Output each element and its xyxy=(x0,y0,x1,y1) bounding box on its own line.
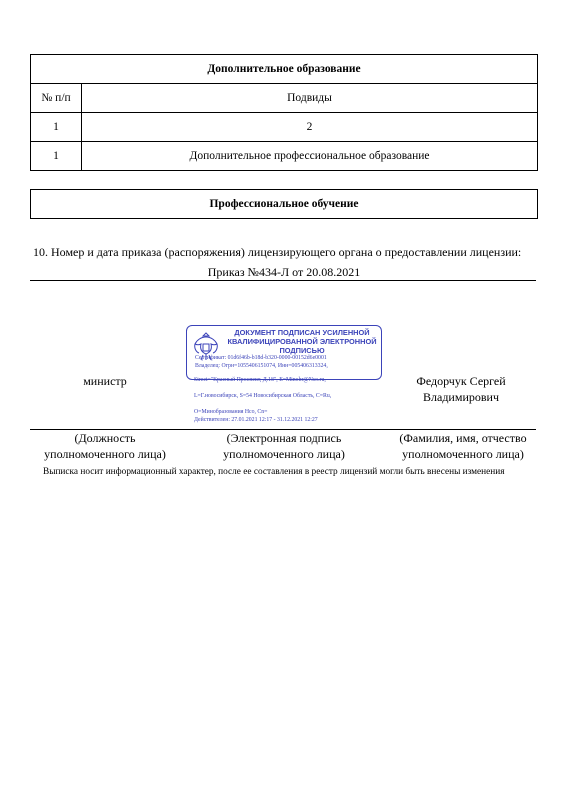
additional-education-header: Дополнительное образование xyxy=(31,55,538,84)
additional-education-table xyxy=(30,54,538,171)
signer-position: министр xyxy=(83,374,127,388)
footer-note: Выписка носит информационный характер, после ее составления в реестр лицензий могли быть внесены изменения xyxy=(43,467,505,477)
table-cell: 2 xyxy=(82,113,538,142)
stamp-street: Street="Красный Проспект, Д.18", E=Minobr@Nso.ru, xyxy=(194,377,326,383)
electronic-signature-stamp xyxy=(186,325,382,380)
label-name: (Фамилия, имя, отчество уполномоченного лица) xyxy=(399,431,527,461)
stamp-certificate: Сертификат: 01d6f46b-b18d-b320-0000-00152d6e0001 xyxy=(195,355,327,361)
table-cell: Дополнительное профессиональное образование xyxy=(82,142,538,171)
table-cell: 1 xyxy=(31,142,82,171)
stamp-org: O=Минобразования Нсо, Cn= xyxy=(194,409,268,415)
order-number: Приказ №434-Л от 20.08.2021 xyxy=(207,265,361,279)
section10-title: 10. Номер и дата приказа (распоряжения) лицензирующего органа о предоставлении лицензии: xyxy=(33,245,522,259)
table-cell: 1 xyxy=(31,113,82,142)
column-header-number: № п/п xyxy=(31,84,82,113)
signer-name: Федорчук Сергей Владимирович xyxy=(416,374,506,404)
stamp-owner: Владелец: Огрн=1055406151074, Инн=005406313324, xyxy=(195,363,328,369)
order-underline xyxy=(30,280,536,281)
professional-training-table xyxy=(30,189,538,219)
professional-training-header: Профессиональное обучение xyxy=(31,190,538,219)
label-position: (Должность уполномоченного лица) xyxy=(44,431,166,461)
stamp-locality: L=Г.новосибирск, S=54 Новосибирская Область, C=Ru, xyxy=(194,393,332,399)
stamp-valid: Действителен: 27.01.2021 12:17 - 31.12.2021 12:27 xyxy=(194,417,318,423)
column-header-subtypes: Подвиды xyxy=(82,84,538,113)
label-signature: (Электронная подпись уполномоченного лица) xyxy=(223,431,345,461)
stamp-title: ДОКУМЕНТ ПОДПИСАН УСИЛЕННОЙ КВАЛИФИЦИРОВАННОЙ ЭЛЕКТРОННОЙ ПОДПИСЬЮ xyxy=(227,328,377,355)
